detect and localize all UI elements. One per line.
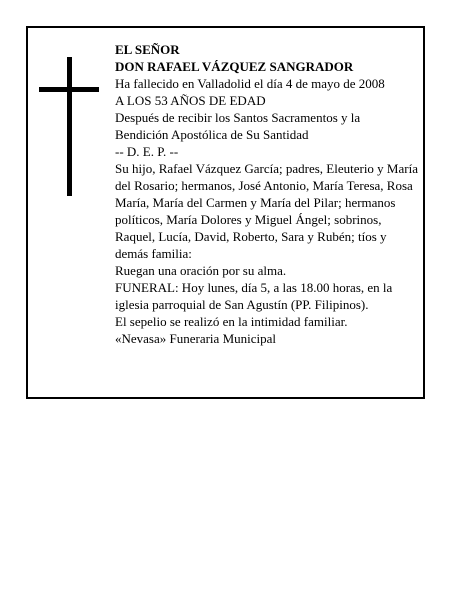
family-paragraph: Su hijo, Rafael Vázquez García; padres, Eleuterio y María del Rosario; hermanos, José Antonio, María Teresa, Rosa María, María del Carmen y María del Pilar; hermanos políticos, María Dolores y Miguel Ángel; sobrinos, Raquel, Lucía, David, Roberto, Sara y Rubén; tíos y demás familia: <box>115 161 418 261</box>
funeral-home-line: «Nevasa» Funeraria Municipal <box>115 331 277 346</box>
heading-title: EL SEÑOR <box>115 42 180 57</box>
burial-line: El sepelio se realizó en la intimidad familiar. <box>115 314 348 329</box>
cross-icon <box>67 57 72 196</box>
prayer-line: Ruegan una oración por su alma. <box>115 263 287 278</box>
dep-line: -- D. E. P. -- <box>115 144 179 159</box>
obituary-notice <box>26 26 425 399</box>
funeral-paragraph: FUNERAL: Hoy lunes, día 5, a las 18.00 horas, en la iglesia parroquial de San Agustín (PP. Filipinos). <box>115 280 393 312</box>
death-statement: Ha fallecido en Valladolid el día 4 de mayo de 2008 <box>115 76 385 91</box>
deceased-name: DON RAFAEL VÁZQUEZ SANGRADOR <box>115 59 354 74</box>
sacraments-line-1: Después de recibir los Santos Sacramentos y la <box>115 110 361 125</box>
sacraments-line-2: Bendición Apostólica de Su Santidad <box>115 127 309 142</box>
obituary-text <box>115 41 421 347</box>
age-statement: A LOS 53 AÑOS DE EDAD <box>115 93 266 108</box>
cross-icon-bar <box>39 87 99 92</box>
